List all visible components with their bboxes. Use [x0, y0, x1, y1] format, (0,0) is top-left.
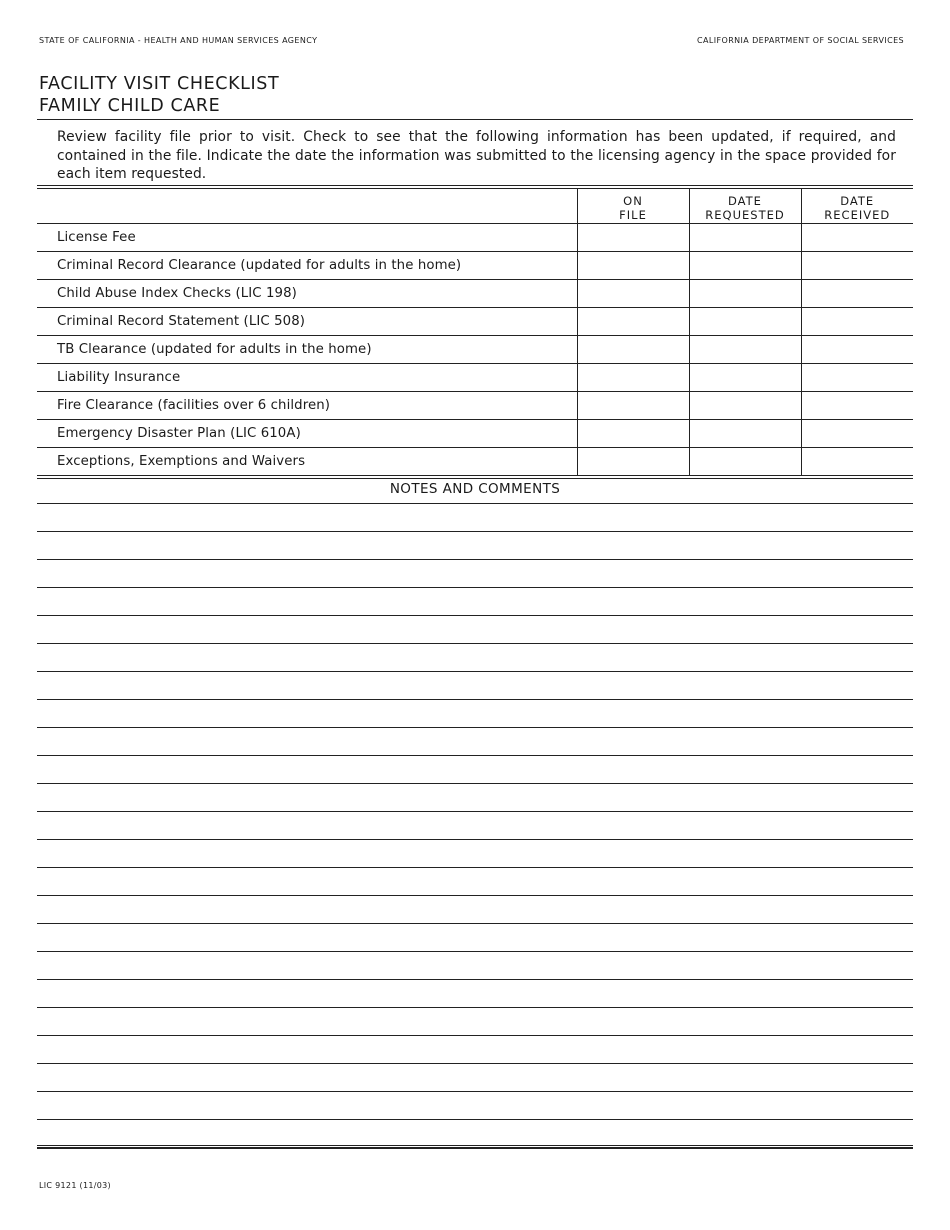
note-line[interactable] — [37, 1035, 913, 1063]
checklist-item-label: Liability Insurance — [37, 364, 577, 392]
note-line[interactable] — [37, 923, 913, 951]
note-line[interactable] — [37, 783, 913, 811]
table-row — [37, 392, 913, 420]
table-row — [37, 280, 913, 308]
top-divider — [37, 119, 913, 120]
on-file-cell[interactable] — [577, 448, 689, 476]
date-requested-cell[interactable] — [689, 420, 801, 448]
note-line[interactable] — [37, 503, 913, 531]
note-line[interactable] — [37, 1091, 913, 1119]
on-file-cell[interactable] — [577, 224, 689, 252]
checklist-item-label: Criminal Record Clearance (updated for adults in the home) — [37, 252, 577, 280]
date-requested-column-header — [689, 189, 801, 224]
table-row — [37, 224, 913, 252]
note-line[interactable] — [37, 643, 913, 671]
note-line[interactable] — [37, 587, 913, 615]
on-file-cell[interactable] — [577, 392, 689, 420]
agency-header: STATE OF CALIFORNIA - HEALTH AND HUMAN SERVICES AGENCY — [39, 36, 318, 45]
date-received-cell[interactable] — [801, 420, 913, 448]
notes-top-rule — [37, 475, 913, 476]
checklist-item-label: Fire Clearance (facilities over 6 children) — [37, 392, 577, 420]
note-line[interactable] — [37, 755, 913, 783]
date-requested-cell[interactable] — [689, 224, 801, 252]
on-file-cell[interactable] — [577, 308, 689, 336]
column-header-line: RECEIVED — [824, 208, 891, 222]
bottom-rule — [37, 1145, 913, 1146]
table-row — [37, 420, 913, 448]
note-line[interactable] — [37, 867, 913, 895]
date-requested-cell[interactable] — [689, 336, 801, 364]
date-requested-cell[interactable] — [689, 252, 801, 280]
on-file-cell[interactable] — [577, 280, 689, 308]
checklist-item-label: TB Clearance (updated for adults in the home) — [37, 336, 577, 364]
table-row — [37, 308, 913, 336]
date-received-cell[interactable] — [801, 308, 913, 336]
note-line[interactable] — [37, 615, 913, 643]
form-title-line1: FACILITY VISIT CHECKLIST — [39, 74, 280, 94]
form-title-line2: FAMILY CHILD CARE — [39, 96, 221, 116]
date-received-cell[interactable] — [801, 392, 913, 420]
date-received-cell[interactable] — [801, 280, 913, 308]
instructions-paragraph: Review facility file prior to visit. Check to see that the following information has been updated, if required, and contained in the file. Indicate the date the information was submitted to the licensing agency in the space provided for each item requested. — [57, 129, 896, 182]
date-received-cell[interactable] — [801, 224, 913, 252]
on-file-column-header — [577, 189, 689, 224]
note-line[interactable] — [37, 979, 913, 1007]
notes-title: NOTES AND COMMENTS — [389, 481, 561, 497]
column-header-line: ON — [623, 194, 643, 208]
department-header: CALIFORNIA DEPARTMENT OF SOCIAL SERVICES — [697, 36, 904, 45]
note-line[interactable] — [37, 1007, 913, 1035]
note-line[interactable] — [37, 671, 913, 699]
date-received-cell[interactable] — [801, 336, 913, 364]
on-file-cell[interactable] — [577, 420, 689, 448]
date-received-cell[interactable] — [801, 252, 913, 280]
notes-top-double-rule — [37, 478, 913, 479]
date-received-cell[interactable] — [801, 448, 913, 476]
table-row — [37, 448, 913, 476]
note-line[interactable] — [37, 559, 913, 587]
column-header-line: DATE — [728, 194, 762, 208]
checklist-item-label: Child Abuse Index Checks (LIC 198) — [37, 280, 577, 308]
note-line[interactable] — [37, 699, 913, 727]
table-row — [37, 252, 913, 280]
form-number: LIC 9121 (11/03) — [39, 1181, 111, 1190]
note-line[interactable] — [37, 895, 913, 923]
on-file-cell[interactable] — [577, 252, 689, 280]
note-line[interactable] — [37, 1147, 913, 1175]
date-requested-cell[interactable] — [689, 392, 801, 420]
checklist-item-label: Exceptions, Exemptions and Waivers — [57, 454, 306, 469]
on-file-cell[interactable] — [577, 336, 689, 364]
note-line[interactable] — [37, 951, 913, 979]
date-requested-cell[interactable] — [689, 364, 801, 392]
form-title — [39, 73, 279, 117]
checklist-table — [37, 189, 913, 475]
date-received-column-header — [801, 189, 913, 224]
column-header-line: REQUESTED — [705, 208, 785, 222]
checklist-item-label: Emergency Disaster Plan (LIC 610A) — [37, 420, 577, 448]
note-line[interactable] — [37, 531, 913, 559]
column-header-line: DATE — [840, 194, 875, 208]
note-line[interactable] — [37, 727, 913, 755]
checklist-item-label: License Fee — [37, 224, 577, 252]
table-row — [37, 364, 913, 392]
note-line[interactable] — [37, 839, 913, 867]
date-received-cell[interactable] — [801, 364, 913, 392]
note-line[interactable] — [37, 811, 913, 839]
checklist-header-row — [37, 189, 913, 224]
date-requested-cell[interactable] — [689, 448, 801, 476]
table-row — [37, 336, 913, 364]
date-requested-cell[interactable] — [689, 280, 801, 308]
on-file-cell[interactable] — [577, 364, 689, 392]
table-top-double-rule — [37, 185, 913, 186]
date-requested-cell[interactable] — [689, 308, 801, 336]
checklist-item-label: Criminal Record Statement (LIC 508) — [37, 308, 577, 336]
note-line[interactable] — [37, 1119, 913, 1147]
column-header-line: FILE — [619, 208, 647, 222]
notes-area[interactable] — [37, 503, 913, 1175]
bottom-double-rule — [37, 1148, 913, 1149]
item-column-header — [37, 189, 577, 224]
note-line[interactable] — [37, 1063, 913, 1091]
